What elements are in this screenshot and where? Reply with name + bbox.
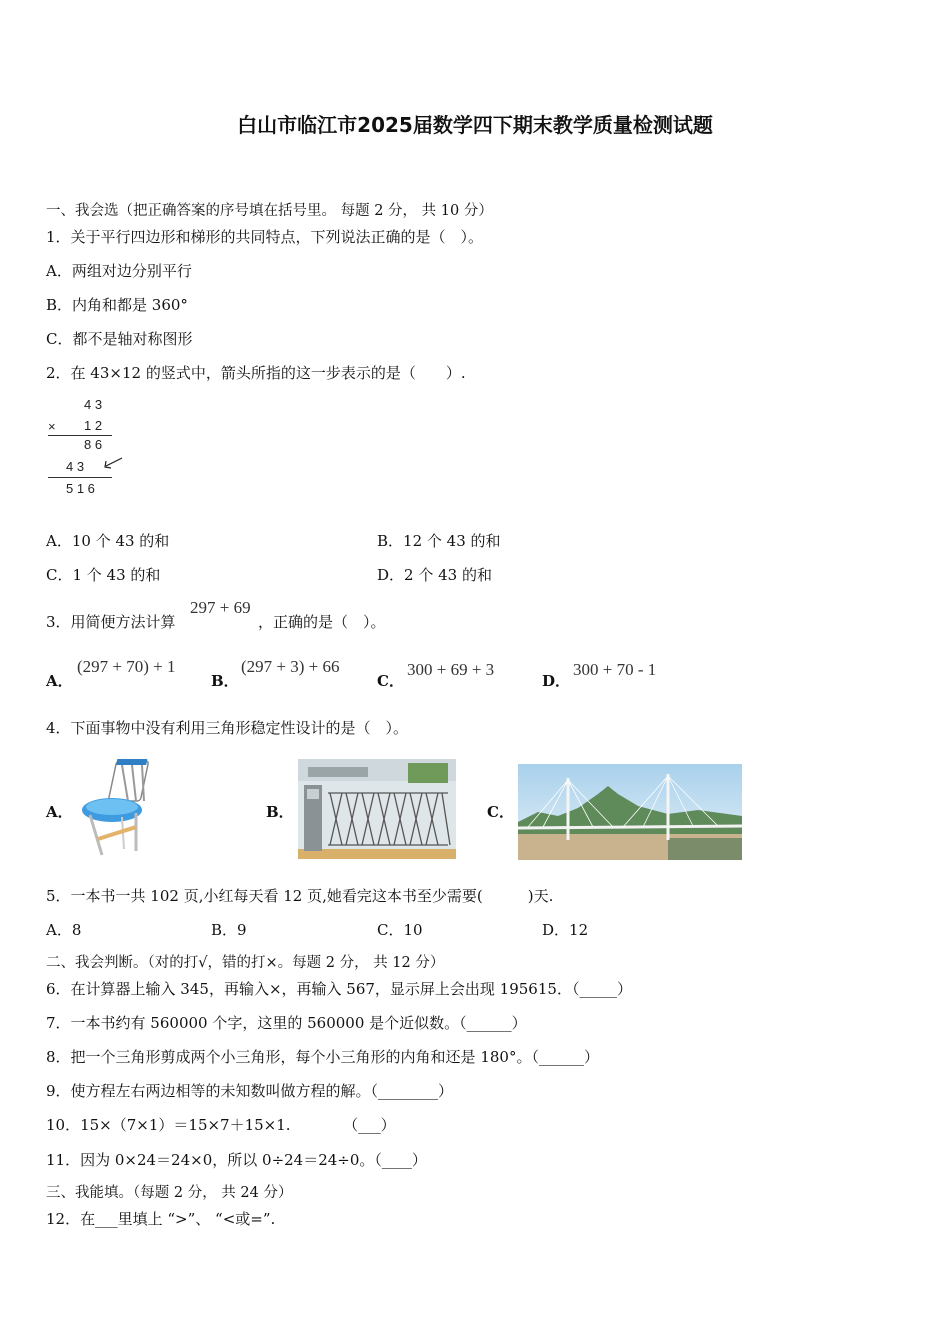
q3-option-c-expr: 300 + 69 + 3 xyxy=(407,660,495,679)
q2-option-a: A．10 个 43 的和 xyxy=(46,532,170,550)
q3-option-c-label: C． xyxy=(377,672,404,690)
question-6: 6．在计算器上输入 345，再输入×，再输入 567，显示屏上会出现 195615．（_____） xyxy=(46,980,632,998)
q5-option-a: A．8 xyxy=(46,921,82,939)
q2-option-b: B．12 个 43 的和 xyxy=(377,532,501,550)
q5-option-d: D．12 xyxy=(542,921,589,939)
q4-option-a-label: A． xyxy=(46,803,73,821)
calc-row-2: 1 2 xyxy=(84,418,103,433)
question-12: 12．在___里填上 “>”、 “<或=”. xyxy=(46,1210,276,1228)
question-10: 10．15×（7×1）＝15×7＋15×1. （___） xyxy=(46,1116,396,1134)
page-title: 白山市临江市2025届数学四下期末教学质量检测试题 xyxy=(237,113,713,137)
question-5-stem: 5．一本书一共 102 页,小红每天看 12 页,她看完这本书至少需要( )天. xyxy=(46,887,554,905)
chair-image xyxy=(80,755,152,857)
section-heading-3: 三、我能填。（每题 2 分， 共 24 分） xyxy=(46,1185,293,1201)
cable-stayed-bridge-image xyxy=(518,764,742,860)
vertical-multiplication xyxy=(44,395,124,500)
section-heading-1: 一、我会选（把正确答案的序号填在括号里。 每题 2 分， 共 10 分） xyxy=(46,203,493,219)
q1-option-c: C．都不是轴对称图形 xyxy=(46,330,193,348)
question-2-stem: 2．在 43×12 的竖式中，箭头所指的这一步表示的是（ ）. xyxy=(46,364,466,382)
q5-option-c: C．10 xyxy=(377,921,423,939)
q1-option-b: B．内角和都是 360° xyxy=(46,296,188,314)
calc-row-1: 4 3 xyxy=(84,397,103,412)
question-3-stem-start: 3．用简便方法计算 xyxy=(46,613,176,631)
question-4-stem: 4．下面事物中没有利用三角形稳定性设计的是（ ）。 xyxy=(46,719,409,737)
q3-option-d-expr: 300 + 70 - 1 xyxy=(573,660,657,679)
q4-option-c-label: C． xyxy=(487,803,514,821)
q3-option-a-label: A． xyxy=(46,672,73,690)
arrow-icon xyxy=(102,455,124,471)
question-7: 7．一本书约有 560000 个字，这里的 560000 是个近似数。（______） xyxy=(46,1014,527,1032)
calc-row-5: 5 1 6 xyxy=(66,481,95,496)
calc-row-4: 4 3 xyxy=(66,459,85,474)
question-9: 9．使方程左右两边相等的未知数叫做方程的解。（________） xyxy=(46,1082,454,1100)
calc-divider-1 xyxy=(48,435,112,436)
section-heading-2: 二、我会判断。（对的打√，错的打×。每题 2 分， 共 12 分） xyxy=(46,955,445,971)
q1-option-a: A．两组对边分别平行 xyxy=(46,262,192,280)
question-11: 11．因为 0×24＝24×0，所以 0÷24＝24÷0。（____） xyxy=(46,1151,427,1169)
retractable-gate-image xyxy=(298,759,456,859)
calc-times-sign: × xyxy=(48,419,56,434)
q3-expression: 297 + 69 xyxy=(190,598,251,617)
calc-row-3: 8 6 xyxy=(84,437,103,452)
q3-option-a-expr: (297 + 70) + 1 xyxy=(77,657,176,676)
q3-option-b-expr: (297 + 3) + 66 xyxy=(241,657,340,676)
q2-option-d: D．2 个 43 的和 xyxy=(377,566,492,584)
question-1-stem: 1．关于平行四边形和梯形的共同特点，下列说法正确的是（ ）。 xyxy=(46,228,484,246)
q5-option-b: B．9 xyxy=(211,921,247,939)
q3-option-d-label: D． xyxy=(542,672,571,690)
q4-option-b-label: B． xyxy=(266,803,294,821)
calc-divider-2 xyxy=(48,477,112,478)
question-3-stem-end: ，正确的是（ ）。 xyxy=(258,613,386,631)
question-8: 8．把一个三角形剪成两个小三角形，每个小三角形的内角和还是 180°。（______） xyxy=(46,1048,599,1066)
q3-option-b-label: B． xyxy=(211,672,239,690)
q2-option-c: C．1 个 43 的和 xyxy=(46,566,161,584)
